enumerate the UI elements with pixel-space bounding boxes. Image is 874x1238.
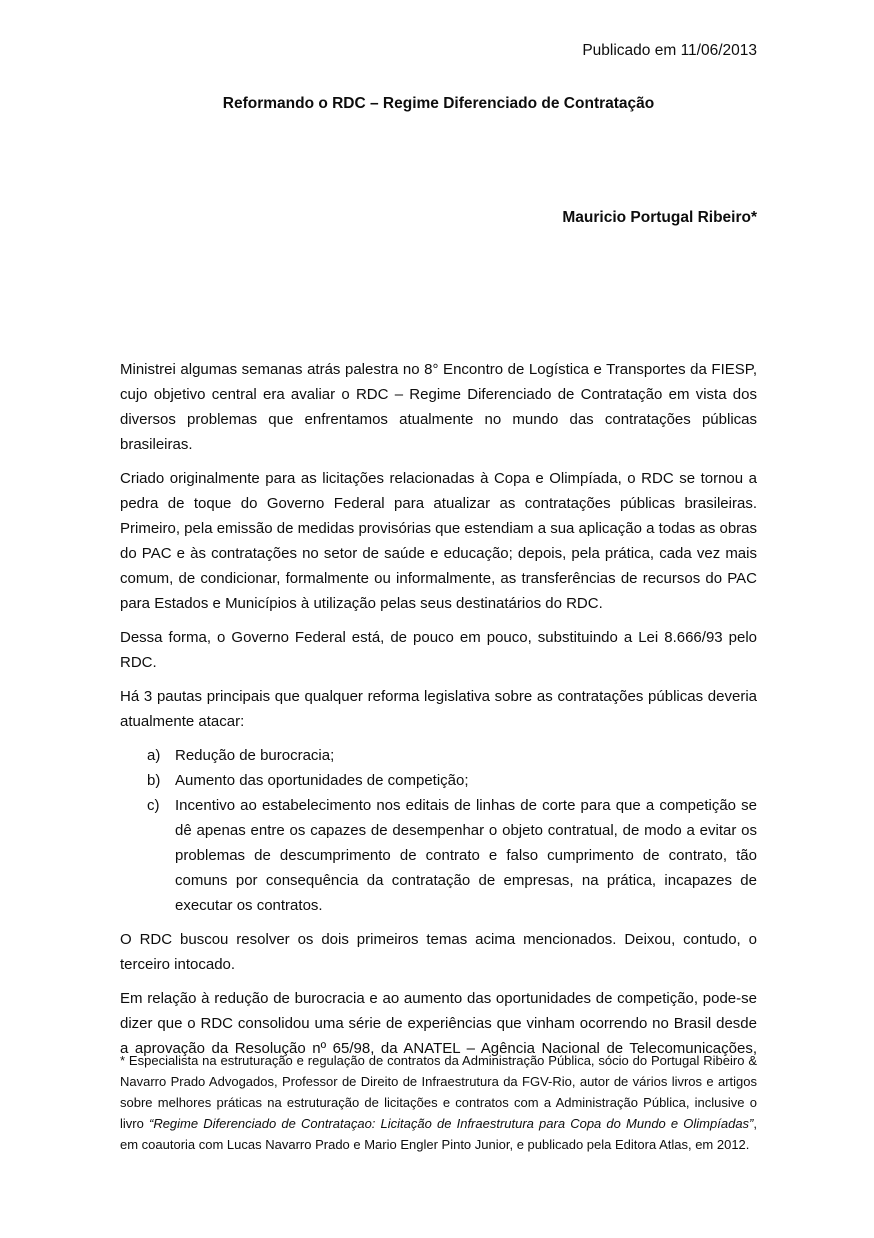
body-paragraph: Ministrei algumas semanas atrás palestra no 8° Encontro de Logística e Transportes da FIESP, cujo objetivo central era avaliar o RDC – Regime Diferenciado de Contratação em vista dos diversos problemas que enfrentamos atualmente no mundo das contratações públicas brasileiras.: [120, 361, 757, 453]
document-body: [120, 357, 757, 1061]
list-item-marker: c): [147, 797, 160, 814]
body-paragraph: O RDC buscou resolver os dois primeiros temas acima mencionados. Deixou, contudo, o terceiro intocado.: [120, 931, 757, 973]
list-item: [147, 768, 757, 793]
footnote-text: , em coautoria com Lucas Navarro Prado e Mario Engler Pinto Junior, e publicado pela Editora Atlas, em 2012.: [120, 1116, 757, 1152]
author-byline: Mauricio Portugal Ribeiro*: [562, 209, 757, 226]
list-item-marker: b): [147, 772, 161, 789]
footnote: [120, 1050, 757, 1155]
list-item-text: Aumento das oportunidades de competição;: [175, 772, 469, 789]
body-paragraph: Criado originalmente para as licitações relacionadas à Copa e Olimpíada, o RDC se tornou a pedra de toque do Governo Federal para atualizar as contratações públicas brasileiras. Primeiro, pela emissão de medidas provisórias que estendiam a sua aplicação a todas as obras do PAC e às contratações no setor de saúde e educação; depois, pela prática, cada vez mais comum, de condicionar, formalmente ou informalmente, as transferências de recursos do PAC para Estados e Municípios à utilização pelas seus destinatários do RDC.: [120, 470, 758, 612]
published-date: Publicado em 11/06/2013: [582, 42, 757, 59]
body-paragraph: Há 3 pautas principais que qualquer reforma legislativa sobre as contratações públicas deveria atualmente atacar:: [120, 688, 757, 730]
footnote-text: * Especialista na estruturação e regulação de contratos da Administração Pública, sócio do Portugal Ribeiro & Navarro Prado Advogados, Professor de Direito de Infraestrutura da FGV-Rio, autor de vários livros e artigos sobre melhores práticas na estruturação de licitações e contratos com a Administração Pública, inclusive o livro: [120, 1053, 757, 1131]
body-paragraph: Dessa forma, o Governo Federal está, de pouco em pouco, substituindo a Lei 8.666/93 pelo RDC.: [120, 629, 757, 671]
list-item: [147, 743, 757, 768]
document-title: Reformando o RDC – Regime Diferenciado de Contratação: [222, 95, 655, 112]
list-item-text: Redução de burocracia;: [175, 747, 335, 764]
footnote-book-title: “Regime Diferenciado de Contrataçao: Licitação de Infraestrutura para Copa do Mundo e Olimpíadas”: [148, 1116, 754, 1131]
list-item-marker: a): [147, 747, 161, 764]
ordered-list: [120, 743, 757, 918]
body-paragraph: Em relação à redução de burocracia e ao aumento das oportunidades de competição, pode-se dizer que o RDC consolidou uma série de experiências que vinham ocorrendo no Brasil desde a aprovação da Resolução nº 65/98, da ANATEL – Agência Nacional de Telecomunicações,: [120, 990, 757, 1057]
list-item-text: Incentivo ao estabelecimento nos editais de linhas de corte para que a competição se dê apenas entre os capazes de desempenhar o objeto contratual, de modo a evitar os problemas de descumprimento de contrato e falso cumprimento de contrato, tão comuns por consequência da contratação de empresas, na prática, incapazes de executar os contratos.: [175, 797, 757, 914]
list-item: [147, 793, 757, 918]
